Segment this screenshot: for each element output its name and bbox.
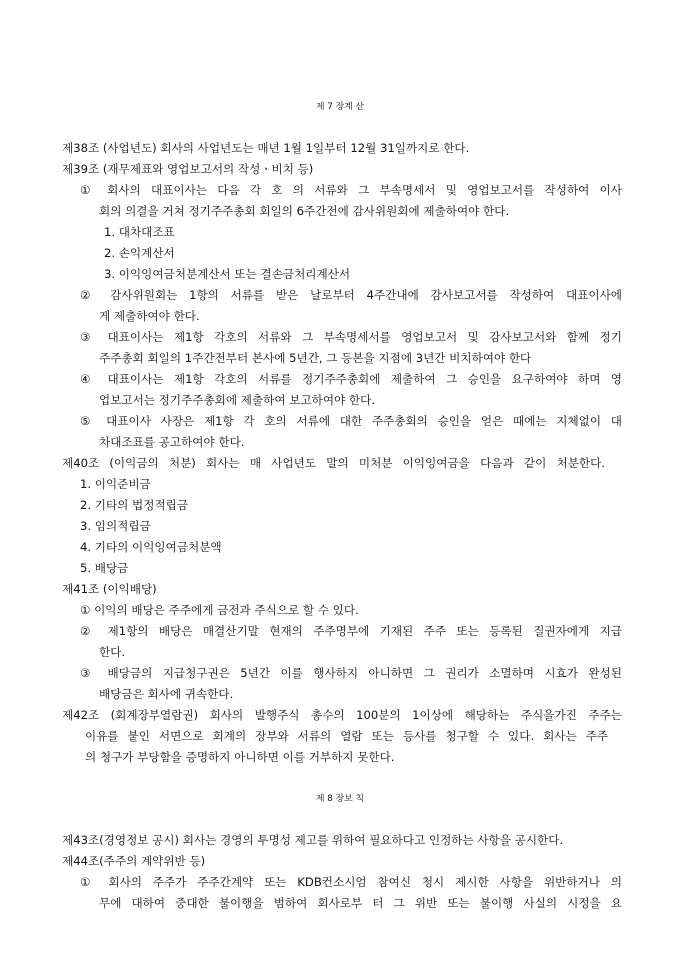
article-39-para-5: ⑤ 대표이사 사장은 제1항 각 호의 서류에 대한 주주총회의 승인을 얻은 때에는 지체없이 대 — [80, 414, 622, 428]
article-44-para-1-cont: 무에 대하여 중대한 불이행을 범하여 회사로부 터 그 위반 또는 불이행 사실의 시정을 요 — [99, 896, 622, 910]
article-40-item-4: 4. 기타의 이익잉여금처분액 — [80, 540, 222, 554]
article-38: 제38조 (사업년도) 회사의 사업년도는 매년 1월 1일부터 12월 31일까지로 한다. — [62, 141, 470, 155]
article-39-para-1-cont: 회의 의결을 거쳐 정기주주총회 회일의 6주간전에 감사위원회에 제출하여야 한다. — [99, 204, 510, 218]
article-41-para-3-cont: 배당금은 회사에 귀속한다. — [99, 687, 234, 701]
article-39-item-2: 2. 손익계산서 — [104, 246, 175, 260]
article-43: 제43조(경영정보 공시) 회사는 경영의 투명성 제고를 위하여 필요하다고 인정하는 사항을 공시한다. — [62, 833, 564, 847]
article-39-para-4: ④ 대표이사는 제1항 각호의 서류를 정기주주총회에 제출하여 그 승인을 요구하여야 하며 영 — [80, 372, 622, 386]
article-39-para-4-cont: 업보고서는 정기주주총회에 제출하여 보고하여야 한다. — [99, 393, 376, 407]
article-44-heading: 제44조(주주의 계약위반 등) — [62, 854, 206, 868]
article-41-para-3: ③ 배당금의 지급청구권은 5년간 이를 행사하지 아니하면 그 권리가 소멸하며 시효가 완성된 — [80, 666, 622, 680]
article-42-line-1: 제42조 (회계장부열람권) 회사의 발행주식 총수의 100분의 1이상에 해당하는 주식을가진 주주는 — [62, 708, 622, 722]
article-41-heading: 제41조 (이익배당) — [62, 582, 157, 596]
article-39-item-3: 3. 이익잉여금처분계산서 또는 결손금처리계산서 — [104, 267, 351, 281]
article-40-item-3: 3. 임의적립금 — [80, 519, 151, 533]
article-41-para-1: ① 이익의 배당은 주주에게 금전과 주식으로 할 수 있다. — [80, 603, 359, 617]
article-39-para-2: ② 감사위원회는 1항의 서류를 받은 날로부터 4주간내에 감사보고서를 작성하여 대표이사에 — [80, 288, 622, 302]
article-39-para-5-cont: 차대조표를 공고하여야 한다. — [99, 435, 245, 449]
article-40-item-2: 2. 기타의 법정적립금 — [80, 498, 189, 512]
article-44-para-1: ① 회사의 주주가 주주간계약 또는 KDB컨소시엄 참여신 청시 제시한 사항을 위반하거나 의 — [80, 875, 622, 889]
article-39-item-1: 1. 대차대조표 — [104, 225, 175, 239]
article-40-item-5: 5. 배당금 — [80, 561, 129, 575]
article-39-para-1: ① 회사의 대표이사는 다음 각 호 의 서류와 그 부속명세서 및 영업보고서를 작성하여 이사 — [80, 183, 622, 197]
chapter-7-title: 제 7 장계 산 — [316, 102, 364, 112]
article-39-para-3: ③ 대표이사는 제1항 각호의 서류와 그 부속명세서를 영업보고서 및 감사보고서와 함께 정기 — [80, 330, 622, 344]
chapter-8-title: 제 8 장보 칙 — [316, 794, 364, 804]
article-41-para-2: ② 제1항의 배당은 매결산기말 현재의 주주명부에 기재된 주주 또는 등록된 질권자에게 지급 — [80, 624, 622, 638]
article-39-para-3-cont: 주주총회 회일의 1주간전부터 본사에 5년간, 그 등본을 지점에 3년간 비치하여야 한다 — [99, 351, 532, 365]
article-42-line-3: 의 청구가 부당함을 증명하지 아니하면 이를 거부하지 못한다. — [85, 750, 395, 764]
article-40-item-1: 1. 이익준비금 — [80, 477, 151, 491]
article-42-line-2: 이유를 붙인 서면으로 회계의 장부와 서류의 열람 또는 등사를 청구할 수 있다. 회사는 주주 — [85, 729, 608, 743]
article-39-heading: 제39조 (재무제표와 영업보고서의 작성ㆍ비치 등) — [62, 162, 314, 176]
article-41-para-2-cont: 한다. — [99, 645, 126, 659]
article-39-para-2-cont: 게 제출하여야 한다. — [99, 309, 200, 323]
article-40-heading: 제40조 (이익금의 처분) 회사는 매 사업년도 말의 미처분 이익잉여금을 다음과 같이 처분한다. — [62, 456, 605, 470]
